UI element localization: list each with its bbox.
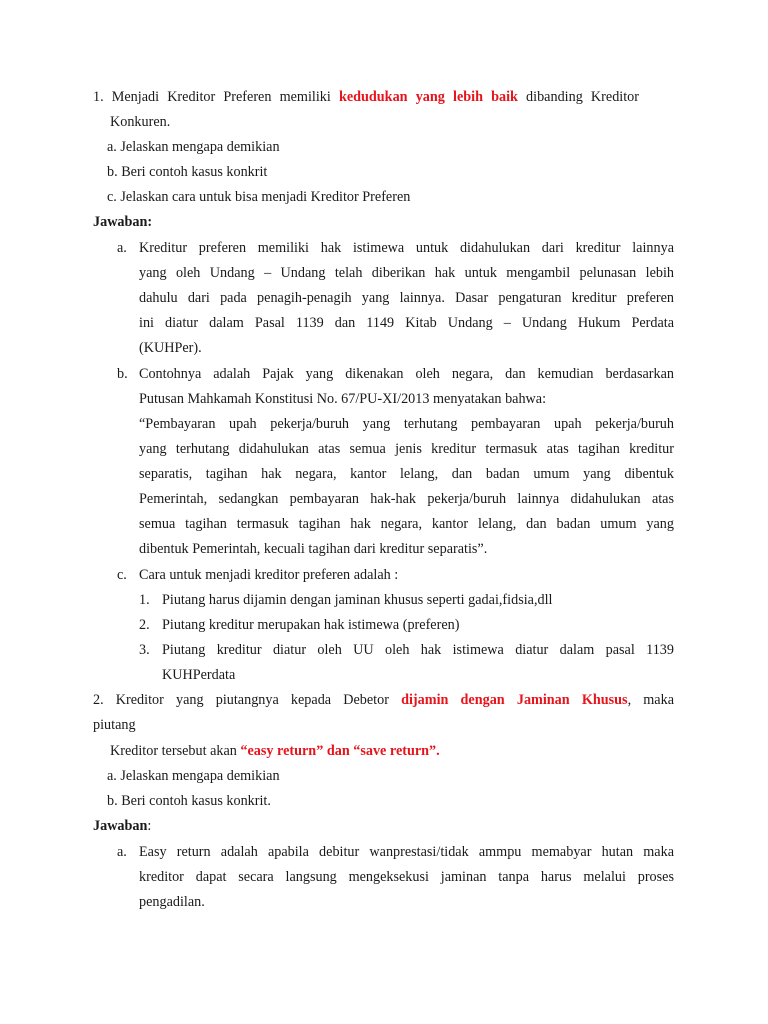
ans1-b-quote-line: semua tagihan termasuk tagihan hak negara, kantor lelang, dan badan umum yang	[139, 516, 674, 532]
ans1-b-quote-line: yang terhutang didahulukan atas semua jenis kreditur termasuk atas tagihan kreditur	[139, 441, 674, 457]
answer-1-heading: Jawaban:	[93, 214, 153, 230]
ans1-b-quote-line: Pemerintah, sedangkan pembayaran hak-hak pekerja/buruh lainnya didahulukan atas	[139, 491, 674, 507]
q1-highlight: kedudukan yang lebih baik	[338, 89, 518, 105]
q2-highlight: dijamin dengan Jaminan Khusus	[401, 692, 628, 708]
q2-line-1: 2. Kreditor yang piutangnya kepada Debetor dijamin dengan Jaminan Khusus, maka	[93, 692, 674, 708]
ans1-a-line: dahulu dari pada penagih-penagih yang lainnya. Dasar pengaturan kreditur preferen	[139, 290, 674, 306]
ans1-c-item: KUHPerdata	[162, 667, 236, 683]
ans1-b-line: Putusan Mahkamah Konstitusi No. 67/PU-XI/2013 menyatakan bahwa:	[139, 391, 547, 407]
ans1-c-item-number: 3.	[139, 642, 150, 658]
ans1-c-item: Piutang kreditur merupakan hak istimewa (preferen)	[162, 617, 460, 633]
ans1-c-marker: c.	[117, 567, 127, 583]
ans2-a-line: kreditor dapat secara langsung mengeksekusi jaminan tanpa harus melalui proses	[139, 869, 674, 885]
q1-sub-c: c. Jelaskan cara untuk bisa menjadi Kreditor Preferen	[107, 189, 411, 205]
q1-sub-b: b. Beri contoh kasus konkrit	[107, 164, 268, 180]
ans1-a-line: ini diatur dalam Pasal 1139 dan 1149 Kitab Undang – Undang Hukum Perdata	[139, 315, 674, 331]
ans1-a-line: yang oleh Undang – Undang telah diberikan hak untuk mengambil pelunasan lebih	[139, 265, 674, 281]
q2-highlight-return: “easy return” dan “save return”.	[240, 743, 440, 759]
ans1-c-item-number: 1.	[139, 592, 150, 608]
ans1-a-marker: a.	[117, 240, 127, 256]
ans1-c-item: Piutang kreditur diatur oleh UU oleh hak istimewa diatur dalam pasal 1139	[162, 642, 674, 658]
ans1-a-line: (KUHPer).	[139, 340, 202, 356]
q2-line-3: Kreditor tersebut akan “easy return” dan “save return”.	[110, 743, 440, 759]
ans2-a-marker: a.	[117, 844, 127, 860]
ans1-b-quote-line: separatis, tagihan hak negara, kantor lelang, dan badan umum yang dibentuk	[139, 466, 674, 482]
q2-line-2: piutang	[93, 717, 136, 733]
q2-sub-a: a. Jelaskan mengapa demikian	[107, 768, 280, 784]
ans1-b-line: Contohnya adalah Pajak yang dikenakan oleh negara, dan kemudian berdasarkan	[139, 366, 674, 382]
ans1-c-item: Piutang harus dijamin dengan jaminan khusus seperti gadai,fidsia,dll	[162, 592, 553, 608]
ans1-c-intro: Cara untuk menjadi kreditor preferen adalah :	[139, 567, 399, 583]
ans1-b-quote-line: dibentuk Pemerintah, kecuali tagihan dari kreditur separatis”.	[139, 541, 488, 557]
q2-sub-b: b. Beri contoh kasus konkrit.	[107, 793, 271, 809]
answer-2-heading: Jawaban:	[93, 818, 152, 834]
q1-line-1: 1. Menjadi Kreditor Preferen memiliki kedudukan yang lebih baik dibanding Kreditor	[93, 89, 639, 105]
ans1-a-line: Kreditur preferen memiliki hak istimewa untuk didahulukan dari kreditur lainnya	[139, 240, 674, 256]
ans1-b-marker: b.	[117, 366, 128, 382]
q1-sub-a: a. Jelaskan mengapa demikian	[107, 139, 280, 155]
ans2-a-line: pengadilan.	[139, 894, 205, 910]
ans1-c-item-number: 2.	[139, 617, 150, 633]
ans1-b-quote-line: “Pembayaran upah pekerja/buruh yang terhutang pembayaran upah pekerja/buruh	[139, 416, 674, 432]
q1-line-2: Konkuren.	[110, 114, 171, 130]
ans2-a-line: Easy return adalah apabila debitur wanprestasi/tidak ammpu memabyar hutan maka	[139, 844, 674, 860]
